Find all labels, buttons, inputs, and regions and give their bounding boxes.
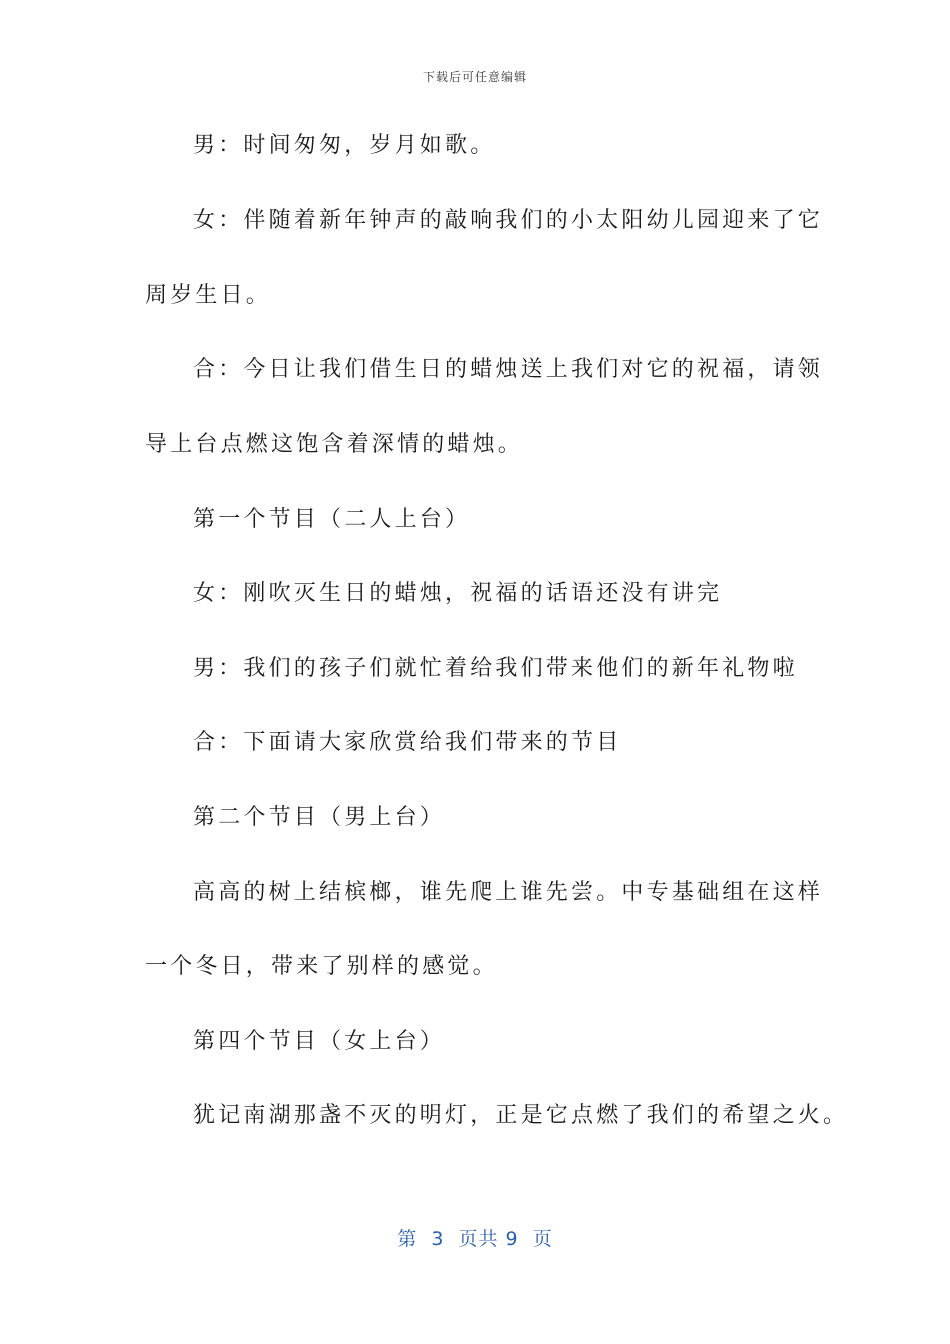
paragraph-line: 周岁生日。 (145, 283, 272, 308)
paragraph-line: 女：伴随着新年钟声的敲响我们的小太阳幼儿园迎来了它 (193, 208, 824, 233)
paragraph-line: 合：下面请大家欣赏给我们带来的节目 (193, 730, 622, 755)
page-header: 下载后可任意编辑 (422, 70, 527, 84)
paragraph-line: 男：时间匆匆，岁月如歌。 (193, 133, 496, 158)
paragraph-line: 第二个节目（男上台） (193, 805, 446, 830)
page-number-footer: 第 3 页共 9 页 (397, 1228, 553, 1250)
paragraph-line: 合：今日让我们借生日的蜡烛送上我们对它的祝福，请领 (193, 357, 824, 382)
paragraph-line: 男：我们的孩子们就忙着给我们带来他们的新年礼物啦 (193, 656, 798, 681)
paragraph-line: 一个冬日，带来了别样的感觉。 (145, 954, 498, 979)
paragraph-line: 第四个节目（女上台） (193, 1029, 446, 1054)
paragraph-line: 高高的树上结槟榔，谁先爬上谁先尝。中专基础组在这样 (193, 880, 824, 905)
paragraph-line: 第一个节目（二人上台） (193, 507, 471, 532)
paragraph-line: 犹记南湖那盏不灭的明灯，正是它点燃了我们的希望之火。 (193, 1103, 849, 1128)
paragraph-line: 女：刚吹灭生日的蜡烛，祝福的话语还没有讲完 (193, 581, 723, 606)
paragraph-line: 导上台点燃这饱含着深情的蜡烛。 (145, 432, 524, 457)
